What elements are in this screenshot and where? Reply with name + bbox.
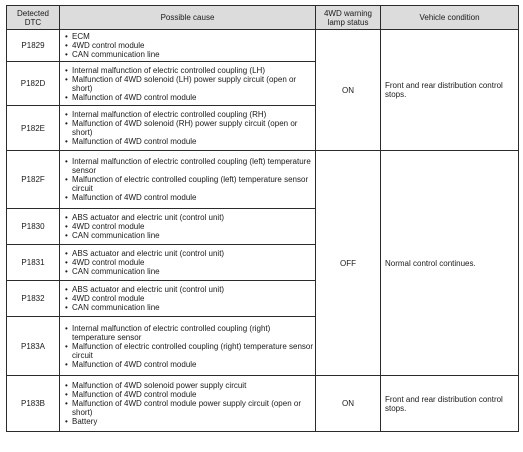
cause-item: • Malfunction of 4WD control module	[64, 360, 313, 369]
cause-item: • 4WD control module	[64, 258, 313, 267]
cause-item: • Internal malfunction of electric controlled coupling (left) temperature sensor	[64, 157, 313, 175]
vehicle-condition: Front and rear distribution control stops.	[381, 30, 519, 151]
possible-causes	[60, 376, 316, 432]
cause-item: • Malfunction of 4WD solenoid (LH) power supply circuit (open or short)	[64, 75, 313, 93]
possible-causes	[60, 245, 316, 281]
cause-item: • ABS actuator and electric unit (control unit)	[64, 249, 313, 258]
cause-item: • CAN communication line	[64, 50, 313, 59]
cause-item: • 4WD control module	[64, 222, 313, 231]
header-possible-cause: Possible cause	[60, 6, 316, 30]
table-row	[7, 151, 519, 209]
possible-causes	[60, 209, 316, 245]
possible-causes	[60, 281, 316, 317]
cause-item: • Malfunction of 4WD solenoid power supply circuit	[64, 381, 313, 390]
possible-causes	[60, 62, 316, 106]
cause-item: • Internal malfunction of electric controlled coupling (right) temperature sensor	[64, 324, 313, 342]
header-vehicle-condition: Vehicle condition	[381, 6, 519, 30]
vehicle-condition: Front and rear distribution control stops.	[381, 376, 519, 432]
vehicle-condition: Normal control continues.	[381, 151, 519, 376]
table-header-row	[7, 6, 519, 30]
warning-lamp-status: ON	[316, 30, 381, 151]
cause-item: • Malfunction of 4WD control module	[64, 93, 313, 102]
warning-lamp-status: OFF	[316, 151, 381, 376]
possible-causes	[60, 106, 316, 151]
cause-item: • CAN communication line	[64, 303, 313, 312]
cause-item: • ABS actuator and electric unit (control unit)	[64, 213, 313, 222]
cause-item: • Malfunction of 4WD solenoid (RH) power supply circuit (open or short)	[64, 119, 313, 137]
cause-item: • Malfunction of 4WD control module	[64, 390, 313, 399]
cause-item: • 4WD control module	[64, 41, 313, 50]
possible-causes	[60, 317, 316, 376]
dtc-table	[6, 5, 519, 432]
warning-lamp-status: ON	[316, 376, 381, 432]
cause-item: • Internal malfunction of electric controlled coupling (RH)	[64, 110, 313, 119]
cause-item: • ABS actuator and electric unit (control unit)	[64, 285, 313, 294]
cause-item: • CAN communication line	[64, 231, 313, 240]
header-warning-lamp-status: 4WD warning lamp status	[316, 6, 381, 30]
table-row	[7, 376, 519, 432]
cause-item: • ECM	[64, 32, 313, 41]
dtc-code: P182E	[7, 106, 60, 151]
possible-causes	[60, 30, 316, 62]
cause-item: • Malfunction of 4WD control module power supply circuit (open or short)	[64, 399, 313, 417]
cause-item: • Battery	[64, 417, 313, 426]
dtc-code: P1829	[7, 30, 60, 62]
cause-item: • Internal malfunction of electric controlled coupling (LH)	[64, 66, 313, 75]
cause-item: • Malfunction of 4WD control module	[64, 137, 313, 146]
dtc-code: P1831	[7, 245, 60, 281]
table-row	[7, 30, 519, 62]
cause-item: • 4WD control module	[64, 294, 313, 303]
cause-item: • Malfunction of 4WD control module	[64, 193, 313, 202]
dtc-code: P183A	[7, 317, 60, 376]
dtc-code: P182F	[7, 151, 60, 209]
cause-item: • Malfunction of electric controlled coupling (right) temperature sensor circuit	[64, 342, 313, 360]
cause-item: • CAN communication line	[64, 267, 313, 276]
possible-causes	[60, 151, 316, 209]
dtc-code: P1830	[7, 209, 60, 245]
dtc-code: P1832	[7, 281, 60, 317]
dtc-code: P182D	[7, 62, 60, 106]
cause-item: • Malfunction of electric controlled coupling (left) temperature sensor circuit	[64, 175, 313, 193]
header-detected-dtc: Detected DTC	[7, 6, 60, 30]
dtc-code: P183B	[7, 376, 60, 432]
